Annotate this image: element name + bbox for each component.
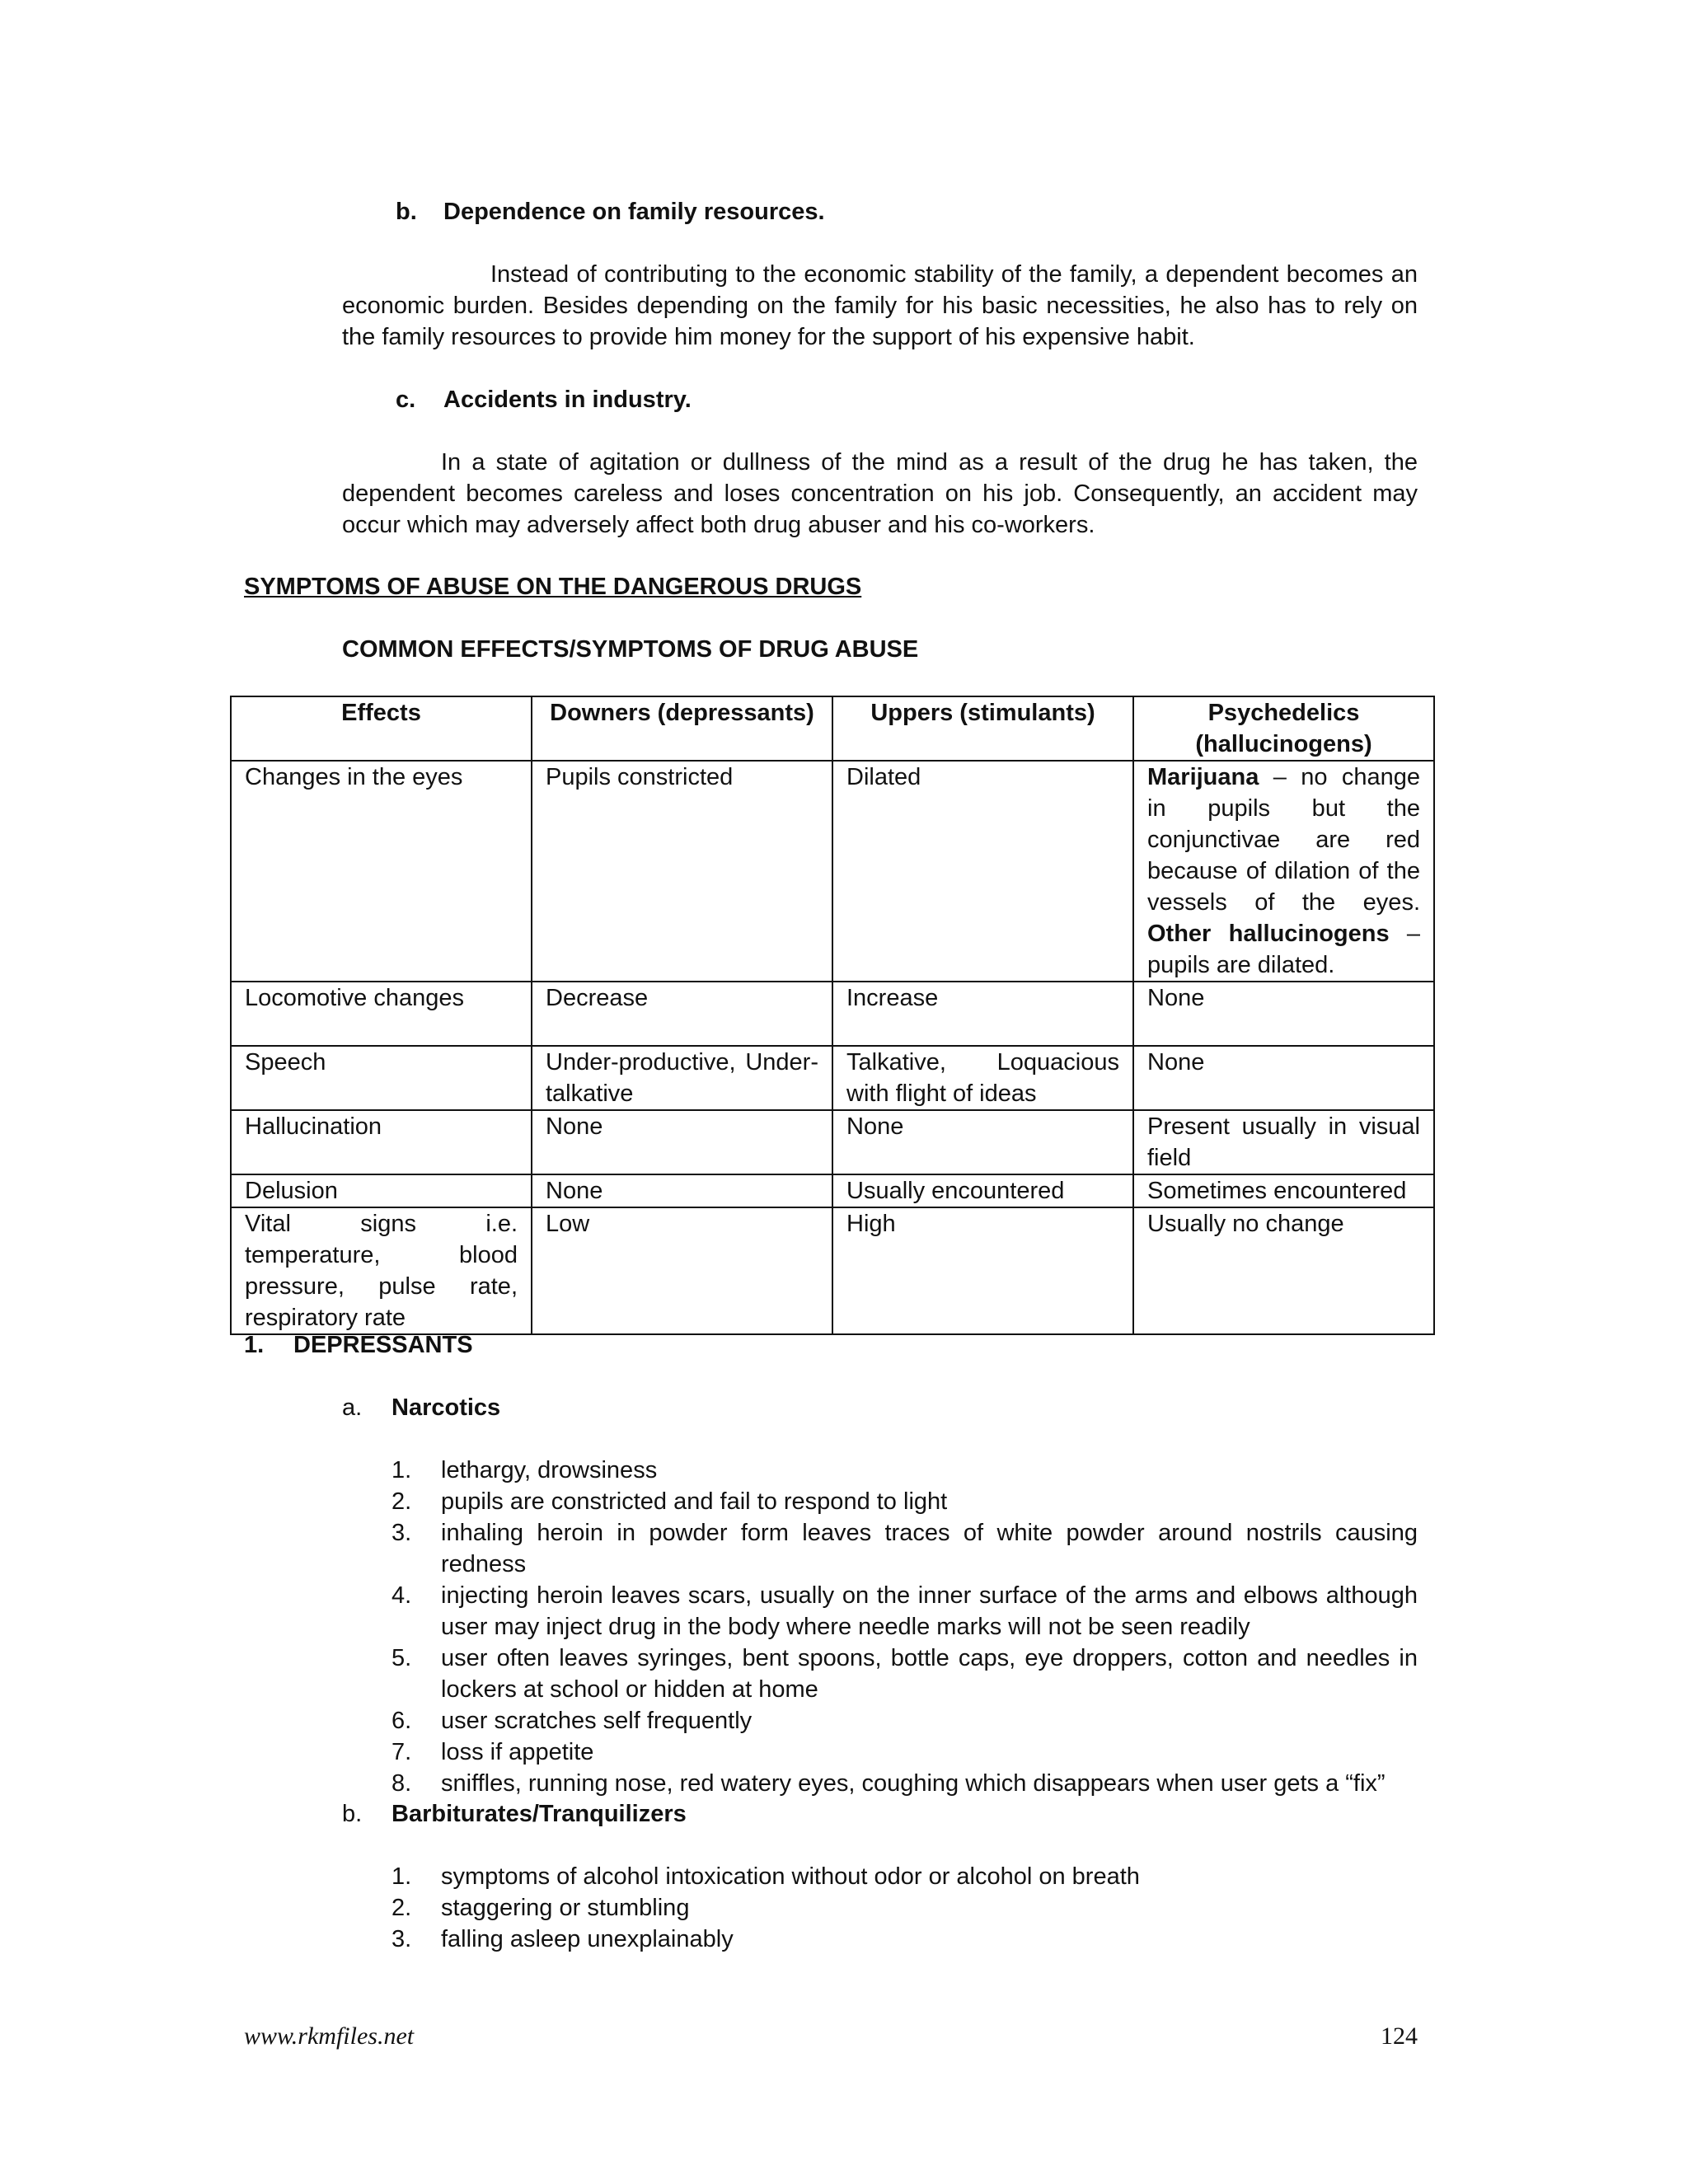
- table-header-row: [231, 696, 1434, 761]
- narcotics-list: [392, 1455, 1418, 1799]
- list-item-text: staggering or stumbling: [441, 1895, 690, 1921]
- list-item-text: pupils are constricted and fail to respond to light: [441, 1488, 948, 1515]
- table-row: [231, 1046, 1434, 1110]
- cell-effect: Speech: [231, 1046, 532, 1110]
- table-row: [231, 1207, 1434, 1334]
- list-item: [392, 1517, 1418, 1580]
- cell-downers: Decrease: [532, 982, 832, 1046]
- list-item-text: sniffles, running nose, red watery eyes, coughing which disappears when user gets a “fix”: [441, 1770, 1386, 1797]
- list-item-text: symptoms of alcohol intoxication without odor or alcohol on breath: [441, 1863, 1140, 1890]
- barbiturates-list: [392, 1861, 1418, 1955]
- table-row: [231, 982, 1434, 1046]
- cell-effect: Locomotive changes: [231, 982, 532, 1046]
- table-title: COMMON EFFECTS/SYMPTOMS OF DRUG ABUSE: [342, 636, 919, 663]
- list-item: [392, 1580, 1418, 1643]
- list-item-number: 1.: [392, 1457, 412, 1483]
- list-item-number: 2.: [392, 1488, 412, 1515]
- depressants-number: 1.: [244, 1332, 265, 1358]
- list-item-number: 4.: [392, 1582, 412, 1609]
- cell-uppers: None: [832, 1110, 1133, 1174]
- list-item: [392, 1861, 1418, 1892]
- list-item-number: 6.: [392, 1708, 412, 1734]
- list-item-number: 2.: [392, 1895, 412, 1921]
- table-row: [231, 1174, 1434, 1207]
- list-item-number: 5.: [392, 1645, 412, 1671]
- list-item: [392, 1892, 1418, 1924]
- cell-downers: Low: [532, 1207, 832, 1334]
- list-item-text: lethargy, drowsiness: [441, 1457, 658, 1483]
- cell-downers: Under-productive, Under-talkative: [532, 1046, 832, 1110]
- cell-psychedelics: Sometimes encountered: [1133, 1174, 1434, 1207]
- section-b-title: Dependence on family resources.: [443, 199, 825, 225]
- list-item: [392, 1924, 1418, 1955]
- other-hallucinogens-label: Other hallucinogens: [1147, 921, 1390, 947]
- header-effects: Effects: [231, 696, 532, 761]
- cell-psychedelics: Present usually in visual field: [1133, 1110, 1434, 1174]
- cell-uppers: Dilated: [832, 761, 1133, 982]
- cell-psychedelics: None: [1133, 1046, 1434, 1110]
- narcotics-title: Narcotics: [392, 1394, 501, 1421]
- barbiturates-heading: [342, 1798, 687, 1830]
- cell-uppers: Usually encountered: [832, 1174, 1133, 1207]
- list-item: [392, 1768, 1418, 1799]
- header-uppers: Uppers (stimulants): [832, 696, 1133, 761]
- header-downers: Downers (depressants): [532, 696, 832, 761]
- marijuana-text: – no change in pupils but the conjunctivae are red because of dilation of the vessels of the eyes.: [1147, 764, 1420, 916]
- header-psychedelics: Psychedelics (hallucinogens): [1133, 696, 1434, 761]
- depressants-heading: [244, 1329, 473, 1361]
- other-hallucinogens-text: – pupils are dilated.: [1147, 921, 1420, 978]
- cell-psychedelics: Usually no change: [1133, 1207, 1434, 1334]
- cell-effect: Vital signs i.e. temperature, blood pressure, pulse rate, respiratory rate: [231, 1207, 532, 1334]
- section-c-letter: c.: [396, 387, 416, 413]
- list-item-number: 1.: [392, 1863, 412, 1890]
- list-item-number: 7.: [392, 1739, 412, 1765]
- list-item: [392, 1643, 1418, 1705]
- cell-effect: Delusion: [231, 1174, 532, 1207]
- list-item: [392, 1736, 1418, 1768]
- cell-psychedelics: None: [1133, 982, 1434, 1046]
- section-b-letter: b.: [396, 199, 417, 225]
- list-item: [392, 1486, 1418, 1517]
- cell-downers: Pupils constricted: [532, 761, 832, 982]
- cell-psychedelics: [1133, 761, 1434, 982]
- marijuana-label: Marijuana: [1147, 764, 1259, 790]
- list-item-number: 3.: [392, 1926, 412, 1952]
- narcotics-letter: a.: [342, 1394, 363, 1421]
- footer-website: www.rkmfiles.net: [244, 2022, 415, 2050]
- list-item-number: 8.: [392, 1770, 412, 1797]
- list-item: [392, 1455, 1418, 1486]
- list-item-text: injecting heroin leaves scars, usually on the inner surface of the arms and elbows although user may inject drug in the body where needle marks will not be seen readily: [441, 1582, 1418, 1640]
- cell-uppers: Talkative, Loquacious with flight of ideas: [832, 1046, 1133, 1110]
- list-item-text: user scratches self frequently: [441, 1708, 753, 1734]
- list-item-text: loss if appetite: [441, 1739, 594, 1765]
- list-item-text: falling asleep unexplainably: [441, 1926, 734, 1952]
- footer-page-number: 124: [1381, 2022, 1418, 2050]
- list-item-number: 3.: [392, 1520, 412, 1546]
- table-row: [231, 761, 1434, 982]
- barbiturates-title: Barbiturates/Tranquilizers: [392, 1801, 687, 1827]
- main-heading: SYMPTOMS OF ABUSE ON THE DANGEROUS DRUGS: [244, 574, 862, 600]
- barbiturates-letter: b.: [342, 1801, 363, 1827]
- section-c-heading: [396, 384, 692, 415]
- narcotics-heading: [342, 1392, 500, 1423]
- section-c-paragraph: In a state of agitation or dullness of the mind as a result of the drug he has taken, the dependent becomes careless and loses concentration on his job. Consequently, an accident may occur which may adversely affect both drug abuser and his co-workers.: [342, 449, 1418, 538]
- cell-uppers: Increase: [832, 982, 1133, 1046]
- effects-table: [230, 696, 1435, 1335]
- cell-effect: Changes in the eyes: [231, 761, 532, 982]
- cell-effect: Hallucination: [231, 1110, 532, 1174]
- section-b-paragraph: Instead of contributing to the economic stability of the family, a dependent becomes an economic burden. Besides depending on the family for his basic necessities, he also has to rely on the family resources to provide him money for the support of his expensive habit.: [342, 261, 1418, 350]
- list-item: [392, 1705, 1418, 1736]
- section-c-title: Accidents in industry.: [443, 387, 692, 413]
- section-b-heading: [396, 196, 825, 227]
- cell-uppers: High: [832, 1207, 1133, 1334]
- list-item-text: inhaling heroin in powder form leaves traces of white powder around nostrils causing redness: [441, 1520, 1418, 1577]
- cell-downers: None: [532, 1110, 832, 1174]
- cell-downers: None: [532, 1174, 832, 1207]
- depressants-title: DEPRESSANTS: [293, 1332, 473, 1358]
- list-item-text: user often leaves syringes, bent spoons, bottle caps, eye droppers, cotton and needles in lockers at school or hidden at home: [441, 1645, 1418, 1703]
- table-row: [231, 1110, 1434, 1174]
